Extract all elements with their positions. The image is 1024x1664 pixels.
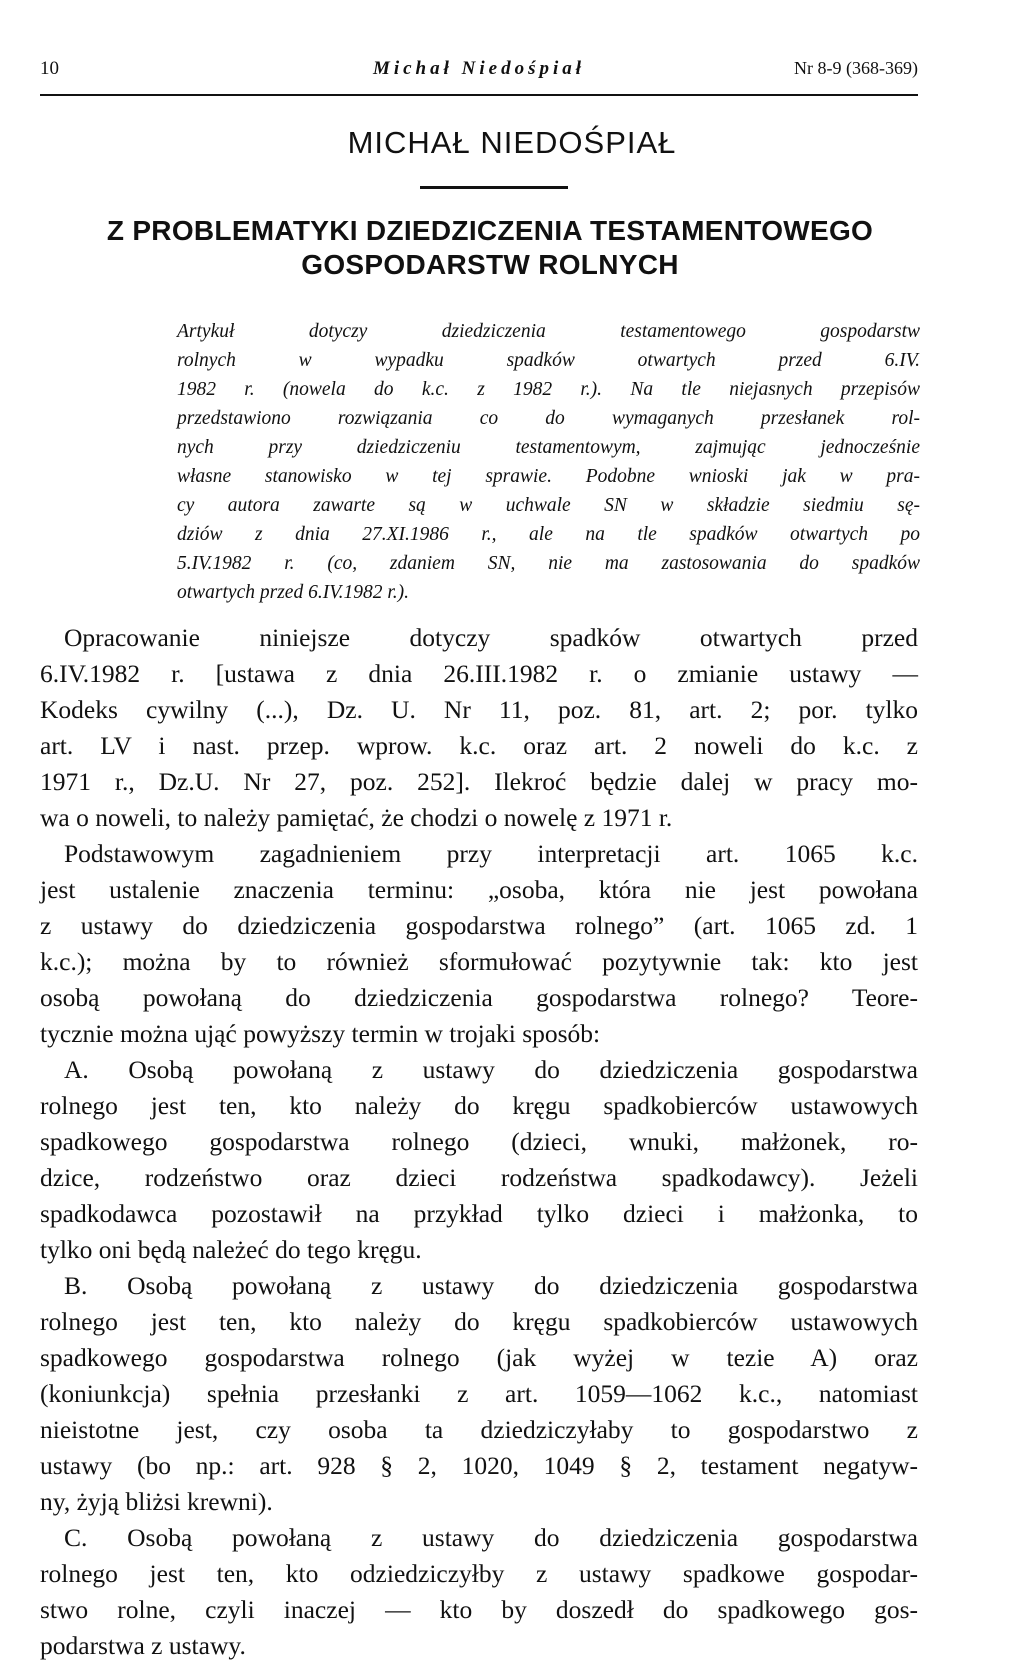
paragraph-line: ny, żyją bliżsi krewni). xyxy=(40,1487,273,1516)
abstract-line: rolnych w wypadku spadków otwartych przed 6.IV. xyxy=(177,350,920,371)
paragraph-line: wa o noweli, to należy pamiętać, że chodzi o nowelę z 1971 r. xyxy=(40,803,673,832)
paragraph-line: tycznie można ująć powyższy termin w trojaki sposób: xyxy=(40,1019,601,1048)
paragraph-line: C. Osobą powołaną z ustawy do dziedziczenia gospodarstwa xyxy=(64,1523,918,1552)
paragraph-line: 6.IV.1982 r. [ustawa z dnia 26.III.1982 r. o zmianie ustawy — xyxy=(40,659,918,688)
paragraph-line: spadkowego gospodarstwa rolnego (jak wyżej w tezie A) oraz xyxy=(40,1343,918,1372)
paragraph-line: rolnego jest ten, kto należy do kręgu spadkobierców ustawowych xyxy=(40,1091,918,1120)
abstract xyxy=(177,317,920,607)
issue-number: Nr 8-9 (368-369) xyxy=(794,58,918,78)
paragraph-line: jest ustalenie znaczenia terminu: „osoba, która nie jest powołana xyxy=(40,875,918,904)
paragraph-line: ustawy (bo np.: art. 928 § 2, 1020, 1049 § 2, testament negatyw- xyxy=(40,1451,918,1480)
author-name: MICHAŁ NIEDOŚPIAŁ xyxy=(347,125,677,160)
running-head xyxy=(40,58,918,88)
paragraph-line: art. LV i nast. przep. wprow. k.c. oraz art. 2 noweli do k.c. z xyxy=(40,731,918,760)
abstract-line: 1982 r. (nowela do k.c. z 1982 r.). Na tle niejasnych przepisów xyxy=(177,379,920,400)
paragraph-line: podarstwa z ustawy. xyxy=(40,1631,246,1660)
paragraph-line: A. Osobą powołaną z ustawy do dziedziczenia gospodarstwa xyxy=(64,1055,918,1084)
paragraph-line: spadkowego gospodarstwa rolnego (dzieci, wnuki, małżonek, ro- xyxy=(40,1127,918,1156)
abstract-line: Artykuł dotyczy dziedziczenia testamentowego gospodarstw xyxy=(177,321,920,342)
running-head-author: Michał Niedośpiał xyxy=(372,58,586,79)
page-number: 10 xyxy=(40,58,59,79)
abstract-line: przedstawiono rozwiązania co do wymaganych przesłanek rol- xyxy=(177,408,920,429)
paragraph-line: spadkodawca pozostawił na przykład tylko dzieci i małżonka, to xyxy=(40,1199,918,1228)
paragraph-line: nieistotne jest, czy osoba ta dziedziczyłaby to gospodarstwo z xyxy=(40,1415,918,1444)
abstract-line: cy autora zawarte są w uchwale SN w składzie siedmiu sę- xyxy=(177,495,920,516)
abstract-line: dziów z dnia 27.XI.1986 r., ale na tle spadków otwartych po xyxy=(177,524,920,545)
paragraph-line: B. Osobą powołaną z ustawy do dziedziczenia gospodarstwa xyxy=(64,1271,918,1300)
header-rule xyxy=(40,94,918,96)
paragraph-line: Podstawowym zagadnieniem przy interpretacji art. 1065 k.c. xyxy=(64,839,918,868)
paragraph-line: tylko oni będą należeć do tego kręgu. xyxy=(40,1235,422,1264)
paragraph-line: 1971 r., Dz.U. Nr 27, poz. 252]. Ilekroć będzie dalej w pracy mo- xyxy=(40,767,918,796)
paragraph-line: (koniunkcja) spełnia przesłanki z art. 1059—1062 k.c., natomiast xyxy=(40,1379,918,1408)
body-text xyxy=(40,620,918,1664)
paragraph-line: osobą powołaną do dziedziczenia gospodarstwa rolnego? Teore- xyxy=(40,983,918,1012)
paragraph-line: stwo rolne, czyli inaczej — kto by doszedł do spadkowego gos- xyxy=(40,1595,918,1624)
abstract-line: otwartych przed 6.IV.1982 r.). xyxy=(177,582,410,603)
paragraph-line: k.c.); można by to również sformułować pozytywnie tak: kto jest xyxy=(40,947,918,976)
abstract-line: nych przy dziedziczeniu testamentowym, zajmując jednocześnie xyxy=(177,437,920,458)
title-rule xyxy=(420,186,568,189)
abstract-line: własne stanowisko w tej sprawie. Podobne wnioski jak w pra- xyxy=(177,466,920,487)
paragraph-line: dzice, rodzeństwo oraz dzieci rodzeństwa spadkodawcy). Jeżeli xyxy=(40,1163,918,1192)
paragraph-line: rolnego jest ten, kto należy do kręgu spadkobierców ustawowych xyxy=(40,1307,918,1336)
paragraph-line: Opracowanie niniejsze dotyczy spadków otwartych przed xyxy=(64,623,918,652)
title-line-1: Z PROBLEMATYKI DZIEDZICZENIA TESTAMENTOWEGO xyxy=(106,215,874,246)
paragraph-line: Kodeks cywilny (...), Dz. U. Nr 11, poz. 81, art. 2; por. tylko xyxy=(40,695,918,724)
abstract-line: 5.IV.1982 r. (co, zdaniem SN, nie ma zastosowania do spadków xyxy=(177,553,920,574)
paragraph-line: z ustawy do dziedziczenia gospodarstwa rolnego” (art. 1065 zd. 1 xyxy=(40,911,918,940)
article-title xyxy=(60,214,920,282)
paragraph-line: rolnego jest ten, kto odziedziczyłby z ustawy spadkowe gospodar- xyxy=(40,1559,918,1588)
title-line-2: GOSPODARSTW ROLNYCH xyxy=(301,249,679,280)
